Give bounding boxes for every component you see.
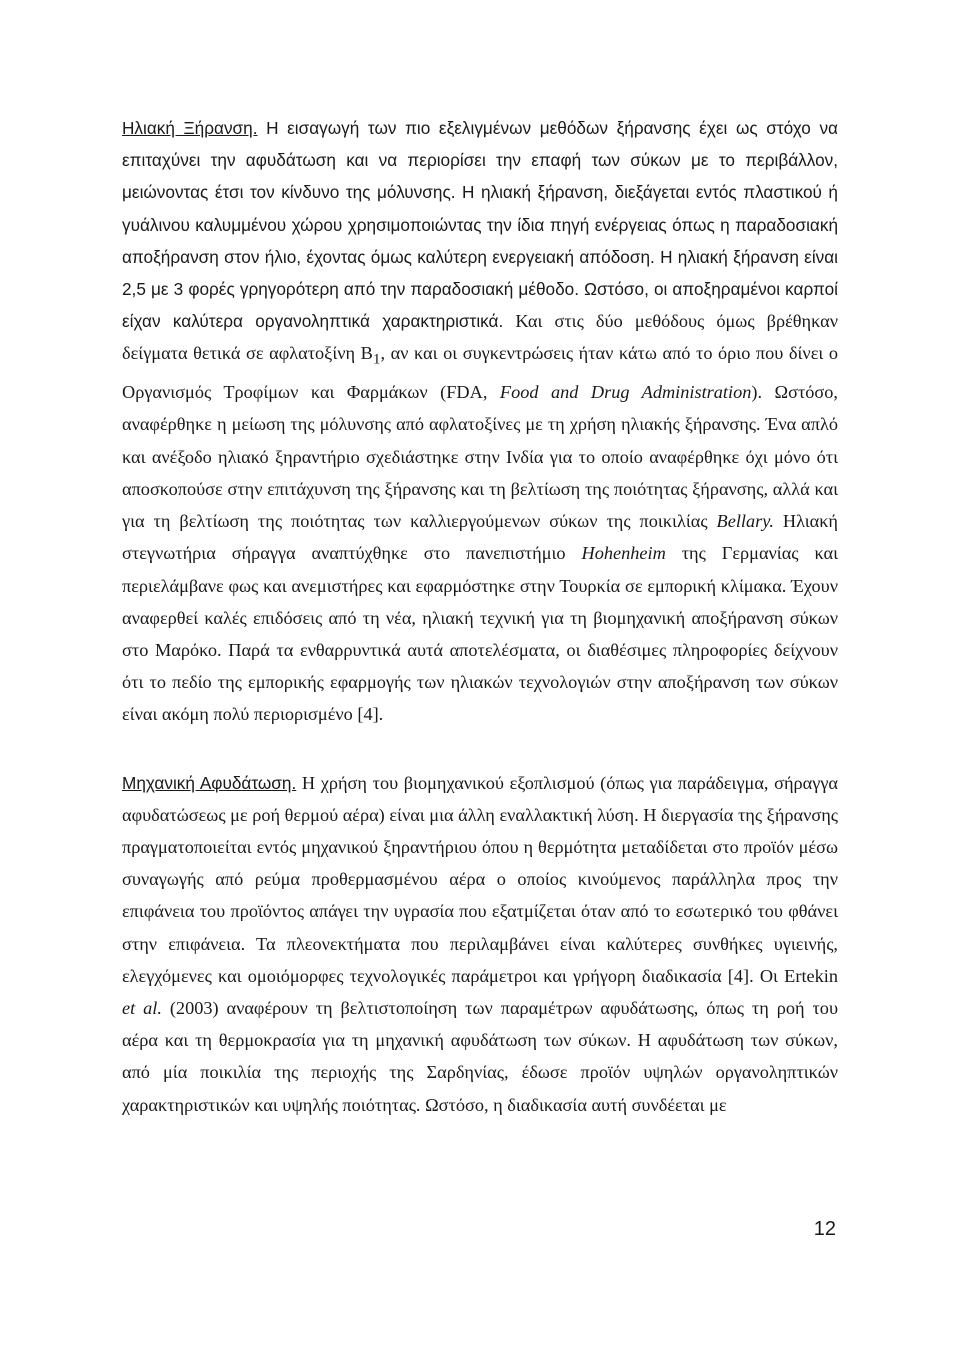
paragraph-text: Και στις δύο μεθόδους όμως βρέθηκαν δείγματα θετικά σε αφλατοξίνη B xyxy=(122,311,838,364)
paragraph-text: Ηλιακή στεγνωτήρια σήραγγα αναπτύχθηκε στο πανεπιστήμιο xyxy=(122,511,838,564)
paragraph-text: ). Ωστόσο, αναφέρθηκε η μείωση της μόλυνσης από αφλατοξίνες με τη χρήση ηλιακής ξήρανσης. Ένα απλό και ανέξοδο ηλιακό ξηραντήριο σχεδιάστηκε στην Ινδία για το οποίο αναφέρθηκε όχι μόνο ότι αποσκοπούσε στην επιτάχυνση της ξήρανσης και τη βελτίωση της ποιότητας ξήρανσης, αλλά και για τη βελτίωση της ποιότητας των καλλιεργούμενων σύκων της ποικιλίας xyxy=(122,382,839,532)
paragraph-text: Η χρήση του βιομηχανικού εξοπλισμού (όπως για παράδειγμα, σήραγγα αφυδατώσεως με ροή θερμού αέρα) είναι μια άλλη εναλλακτική λύση. Η διεργασία της ξήρανσης πραγματοποιείται εντός μηχανικού ξηραντήριου όπου η θερμότητα μεταδίδεται στο προϊόν μέσω συναγωγής από ρεύμα προθερμασμένου αέρα ο οποίος κινούμενος παράλληλα προς την επιφάνεια του προϊόντος απάγει την υγρασία που εξατμίζεται όταν από το εσωτερικό του φθάνει στην επιφάνεια. Τα πλεονεκτήματα που περιλαμβάνει είναι καλύτερες συνθήκες υγιεινής, ελεγχόμενες και ομοιόμορφες τεχνολογικές παράμετροι και γρήγορη διαδικασία [4]. Οι Ertekin xyxy=(122,772,838,986)
paragraph-solar-drying xyxy=(122,112,838,731)
paragraph-text: (2003) αναφέρουν τη βελτιστοποίηση των παραμέτρων αφυδάτωσης, όπως τη ροή του αέρα και τη θερμοκρασία για τη μηχανική αφυδάτωση των σύκων. Η αφυδάτωση των σύκων, από μία ποικιλία της περιοχής της Σαρδηνίας, έδωσε προϊόν υψηλών οργανοληπτικών χαρακτηριστικών και υψηλής ποιότητας. Ωστόσο, η διαδικασία αυτή συνδέεται με xyxy=(122,997,838,1115)
paragraph-text: Η ηλιακή ξήρανση είναι 2,5 με 3 φορές γρηγορότερη από την παραδοσιακή μέθοδο. Ωστόσο, οι αποξηραμένοι καρποί είχαν καλύτερα οργανοληπτικά χαρακτηριστικά. xyxy=(122,246,839,332)
italic-term: Hohenheim xyxy=(581,543,666,564)
paragraph-text: της Γερμανίας και περιελάμβανε φως και ανεμιστήρες και εφαρμόστηκε στην Τουρκία σε εμπορική κλίμακα. Έχουν αναφερθεί καλές επιδόσεις από τη νέα, ηλιακή τεχνική για τη βιομηχανική αποξήρανση σύκων στο Μαρόκο. Παρά τα ενθαρρυντικά αυτά αποτελέσματα, οι διαθέσιμες πληροφορίες δείχνουν ότι το πεδίο της εμπορικής εφαρμογής των ηλιακών τεχνολογιών στην αποξήρανση των σύκων είναι ακόμη πολύ περιορισμένο [4]. xyxy=(122,543,839,725)
section-heading-mechanical-dehydration: Μηχανική Αφυδάτωση. xyxy=(122,772,297,793)
italic-term: Bellary. xyxy=(716,511,774,532)
italic-term: et al. xyxy=(122,997,162,1018)
paragraph-text: , αν και οι συγκεντρώσεις ήταν κάτω από το όριο που δίνει ο Οργανισμός Τροφίμων και Φαρμάκων (FDA, xyxy=(122,343,838,403)
italic-term: Food and Drug Administration xyxy=(499,382,752,403)
paragraph-text: Η εισαγωγή των πιο εξελιγμένων μεθόδων ξήρανσης έχει ως στόχο να επιταχύνει την αφυδάτωση και να περιορίσει την επαφή των σύκων με το περιβάλλον, μειώνοντας έτσι τον κίνδυνο της μόλυνσης. Η ηλιακή ξήρανση, διεξάγεται εντός πλαστικού ή γυάλινου καλυμμένου χώρου χρησιμοποιώντας την ίδια πηγή ενέργειας όπως η παραδοσιακή αποξήρανση στον ήλιο, έχοντας όμως καλύτερη ενεργειακή απόδοση. xyxy=(122,118,838,267)
paragraph-mechanical-dehydration xyxy=(122,767,838,1121)
document-body xyxy=(122,112,838,1121)
page-number: 12 xyxy=(813,1218,836,1240)
subscript: 1 xyxy=(372,351,381,369)
section-heading-solar-drying: Ηλιακή Ξήρανση. xyxy=(122,118,258,138)
